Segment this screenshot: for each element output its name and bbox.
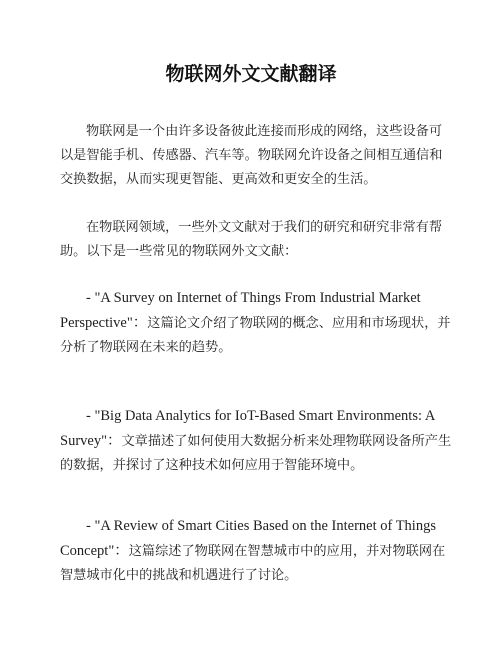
page-title: 物联网外文文献翻译 [165, 63, 337, 85]
reference-item-3 [60, 514, 452, 588]
reference-title: - "Big Data Analytics for IoT-Based Smart Environments: A Survey"： [60, 408, 435, 449]
literature-intro-paragraph: 在物联网领域，一些外文文献对于我们的研究和研究非常有帮助。以下是一些常见的物联网外文文献： [60, 220, 443, 259]
reference-title: - "A Survey on Internet of Things From Industrial Market Perspective"： [60, 290, 421, 331]
reference-description: 这篇论文介绍了物联网的概念、应用和市场现状，并分析了物联网在未来的趋势。 [60, 316, 451, 355]
intro-paragraph: 物联网是一个由许多设备彼此连接而形成的网络，这些设备可以是智能手机、传感器、汽车等。物联网允许设备之间相互通信和交换数据，从而实现更智能、更高效和更安全的生活。 [60, 124, 443, 187]
reference-item-1 [60, 286, 452, 360]
reference-title: - "A Review of Smart Cities Based on the Internet of Things Concept"： [60, 518, 436, 559]
reference-description: 这篇综述了物联网在智慧城市中的应用，并对物联网在智慧城市化中的挑战和机遇进行了讨论。 [60, 544, 446, 583]
reference-description: 文章描述了如何使用大数据分析来处理物联网设备所产生的数据，并探讨了这种技术如何应用于智能环境中。 [60, 434, 452, 473]
reference-item-2 [60, 404, 452, 478]
